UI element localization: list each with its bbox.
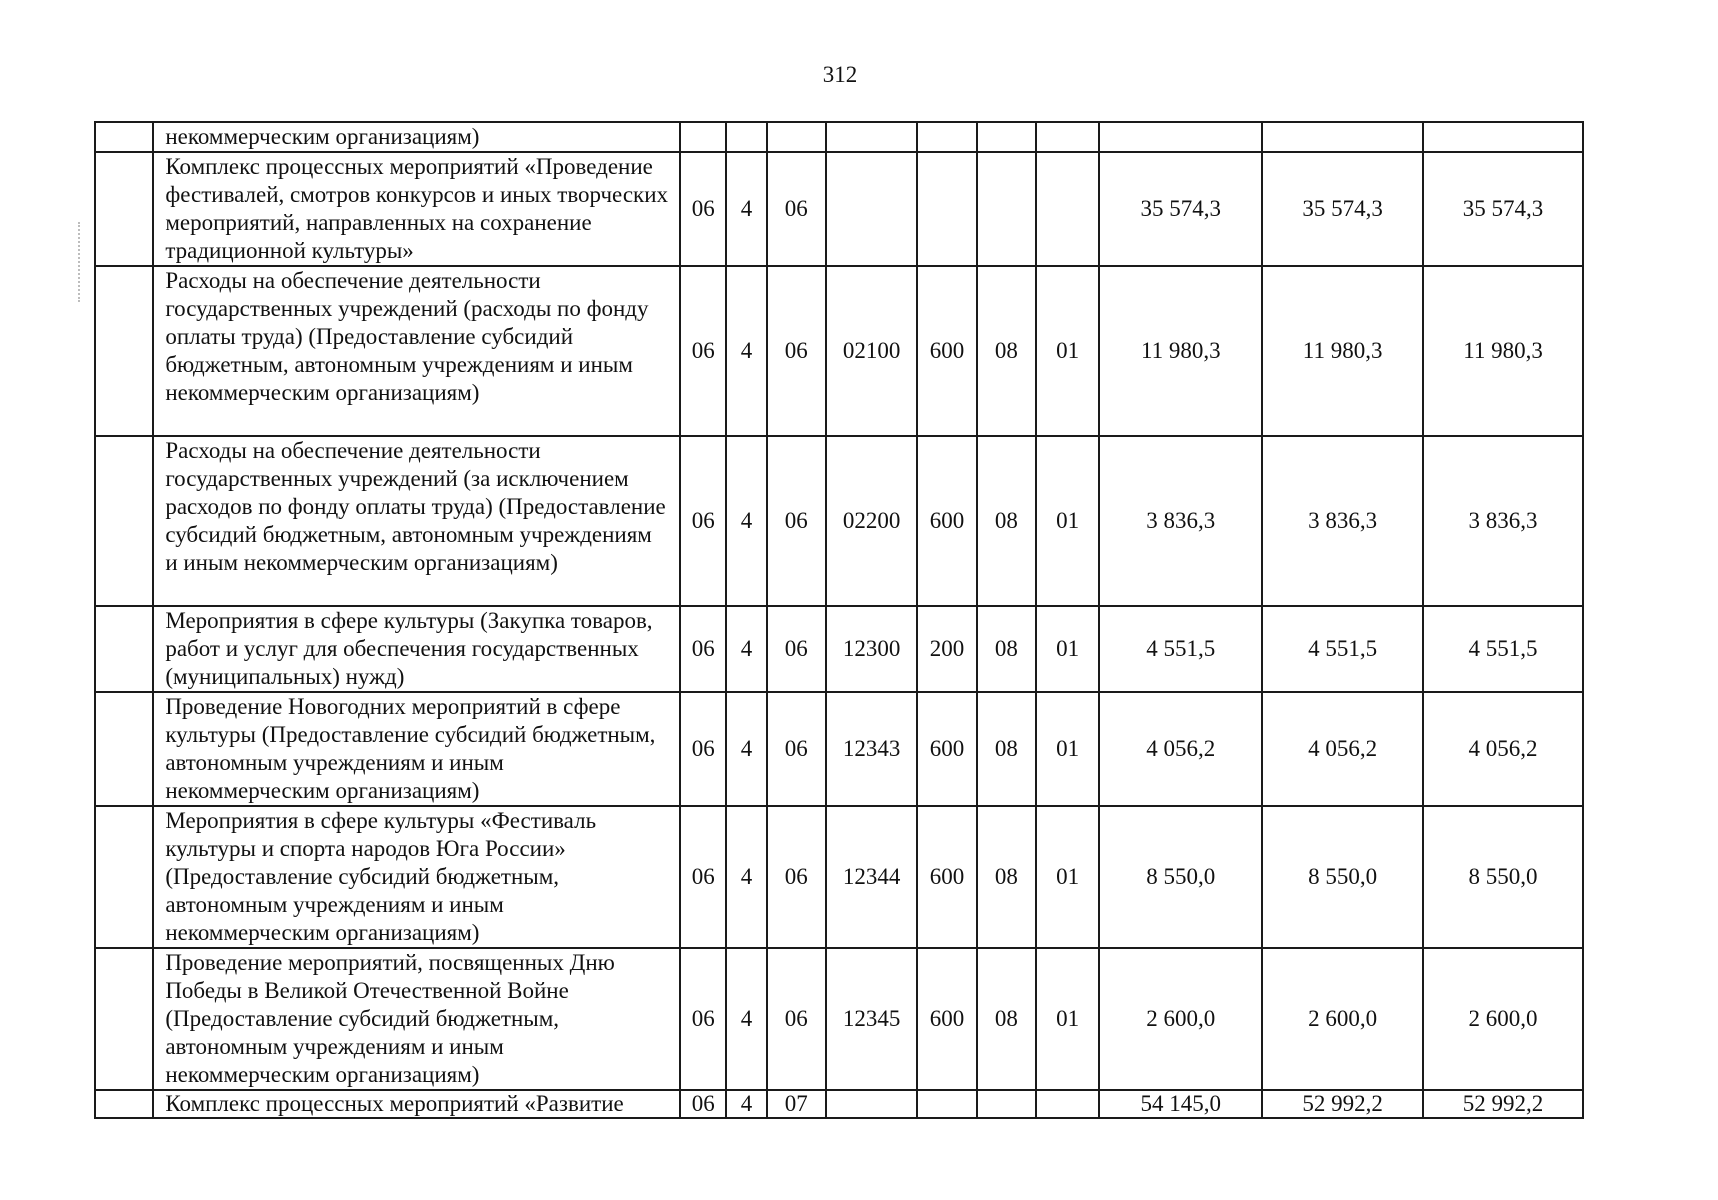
amount-cell: 52 992,2 (1423, 1090, 1583, 1118)
code-cell (1036, 122, 1099, 152)
table-row (95, 948, 1583, 1090)
code-cell: 01 (1036, 606, 1099, 692)
amount-cell: 8 550,0 (1423, 806, 1583, 948)
code-cell: 06 (767, 606, 826, 692)
row-number-cell (95, 266, 153, 436)
item-name-cell: Проведение Новогодних мероприятий в сфере культуры (Предоставление субсидий бюджетным, автономным учреждениям и иным некоммерческим организациям) (153, 692, 680, 806)
table-row (95, 122, 1583, 152)
amount-cell: 4 056,2 (1423, 692, 1583, 806)
amount-cell: 52 992,2 (1262, 1090, 1423, 1118)
amount-cell: 35 574,3 (1423, 152, 1583, 266)
amount-cell: 8 550,0 (1262, 806, 1423, 948)
code-cell: 06 (680, 1090, 726, 1118)
code-cell (826, 152, 917, 266)
code-cell: 01 (1036, 266, 1099, 436)
code-cell (917, 152, 976, 266)
code-cell (917, 122, 976, 152)
code-cell: 06 (767, 152, 826, 266)
code-cell: 01 (1036, 692, 1099, 806)
code-cell: 06 (680, 806, 726, 948)
table-row (95, 692, 1583, 806)
table-row (95, 1090, 1583, 1118)
code-cell: 12343 (826, 692, 917, 806)
table-row (95, 436, 1583, 606)
item-name-cell: Мероприятия в сфере культуры (Закупка товаров, работ и услуг для обеспечения государственных (муниципальных) нужд) (153, 606, 680, 692)
code-cell: 08 (977, 266, 1036, 436)
code-cell: 02100 (826, 266, 917, 436)
code-cell: 02200 (826, 436, 917, 606)
code-cell (826, 122, 917, 152)
row-number-cell (95, 948, 153, 1090)
code-cell: 06 (680, 266, 726, 436)
amount-cell: 2 600,0 (1099, 948, 1262, 1090)
budget-table (94, 121, 1584, 1119)
amount-cell (1099, 122, 1262, 152)
item-name-cell: Расходы на обеспечение деятельности государственных учреждений (за исключением расходов по фонду оплаты труда) (Предоставление субсидий бюджетным, автономным учреждениям и иным некоммерческим организациям) (153, 436, 680, 606)
code-cell (726, 122, 766, 152)
code-cell: 01 (1036, 948, 1099, 1090)
code-cell: 06 (767, 436, 826, 606)
row-number-cell (95, 436, 153, 606)
code-cell: 4 (726, 692, 766, 806)
code-cell: 08 (977, 806, 1036, 948)
code-cell (977, 152, 1036, 266)
row-number-cell (95, 1090, 153, 1118)
amount-cell: 3 836,3 (1423, 436, 1583, 606)
code-cell: 07 (767, 1090, 826, 1118)
code-cell: 06 (680, 948, 726, 1090)
amount-cell: 11 980,3 (1423, 266, 1583, 436)
amount-cell: 8 550,0 (1099, 806, 1262, 948)
amount-cell: 35 574,3 (1099, 152, 1262, 266)
amount-cell: 54 145,0 (1099, 1090, 1262, 1118)
code-cell: 4 (726, 948, 766, 1090)
code-cell: 12344 (826, 806, 917, 948)
amount-cell: 35 574,3 (1262, 152, 1423, 266)
page-number: 312 (822, 62, 858, 87)
amount-cell: 3 836,3 (1099, 436, 1262, 606)
code-cell: 08 (977, 948, 1036, 1090)
table-row (95, 606, 1583, 692)
code-cell: 4 (726, 1090, 766, 1118)
code-cell: 4 (726, 436, 766, 606)
code-cell (680, 122, 726, 152)
amount-cell: 11 980,3 (1262, 266, 1423, 436)
table-row (95, 806, 1583, 948)
code-cell: 4 (726, 606, 766, 692)
code-cell: 06 (680, 606, 726, 692)
amount-cell: 3 836,3 (1262, 436, 1423, 606)
code-cell (977, 1090, 1036, 1118)
code-cell (767, 122, 826, 152)
amount-cell: 4 551,5 (1423, 606, 1583, 692)
amount-cell: 4 056,2 (1262, 692, 1423, 806)
code-cell: 600 (917, 266, 976, 436)
table-row (95, 152, 1583, 266)
row-number-cell (95, 606, 153, 692)
code-cell: 12300 (826, 606, 917, 692)
code-cell: 200 (917, 606, 976, 692)
code-cell: 08 (977, 692, 1036, 806)
code-cell: 12345 (826, 948, 917, 1090)
code-cell: 600 (917, 806, 976, 948)
row-number-cell (95, 692, 153, 806)
amount-cell: 2 600,0 (1423, 948, 1583, 1090)
code-cell: 06 (767, 692, 826, 806)
row-number-cell (95, 152, 153, 266)
item-name-cell: некоммерческим организациям) (153, 122, 680, 152)
amount-cell: 4 056,2 (1099, 692, 1262, 806)
code-cell: 06 (767, 266, 826, 436)
item-name-cell: Расходы на обеспечение деятельности государственных учреждений (расходы по фонду оплаты труда) (Предоставление субсидий бюджетным, автономным учреждениям и иным некоммерческим организациям) (153, 266, 680, 436)
amount-cell (1262, 122, 1423, 152)
item-name-cell: Комплекс процессных мероприятий «Проведение фестивалей, смотров конкурсов и иных творческих мероприятий, направленных на сохранение традиционной культуры» (153, 152, 680, 266)
code-cell: 600 (917, 948, 976, 1090)
code-cell: 01 (1036, 436, 1099, 606)
code-cell: 06 (680, 692, 726, 806)
code-cell (826, 1090, 917, 1118)
code-cell: 06 (680, 152, 726, 266)
code-cell: 01 (1036, 806, 1099, 948)
code-cell (1036, 152, 1099, 266)
code-cell: 600 (917, 436, 976, 606)
code-cell: 06 (767, 806, 826, 948)
code-cell: 08 (977, 436, 1036, 606)
item-name-cell: Мероприятия в сфере культуры «Фестиваль культуры и спорта народов Юга России» (Предоставление субсидий бюджетным, автономным учреждениям и иным некоммерческим организациям) (153, 806, 680, 948)
table-row (95, 266, 1583, 436)
row-number-cell (95, 806, 153, 948)
code-cell: 4 (726, 266, 766, 436)
code-cell: 600 (917, 692, 976, 806)
code-cell: 06 (680, 436, 726, 606)
amount-cell: 2 600,0 (1262, 948, 1423, 1090)
code-cell: 08 (977, 606, 1036, 692)
code-cell (917, 1090, 976, 1118)
code-cell: 4 (726, 806, 766, 948)
code-cell: 4 (726, 152, 766, 266)
item-name-cell: Комплекс процессных мероприятий «Развитие (153, 1090, 680, 1118)
row-number-cell (95, 122, 153, 152)
code-cell: 06 (767, 948, 826, 1090)
amount-cell: 4 551,5 (1099, 606, 1262, 692)
amount-cell (1423, 122, 1583, 152)
amount-cell: 11 980,3 (1099, 266, 1262, 436)
item-name-cell: Проведение мероприятий, посвященных Дню Победы в Великой Отечественной Войне (Предоставление субсидий бюджетным, автономным учреждениям и иным некоммерческим организациям) (153, 948, 680, 1090)
code-cell (977, 122, 1036, 152)
code-cell (1036, 1090, 1099, 1118)
amount-cell: 4 551,5 (1262, 606, 1423, 692)
